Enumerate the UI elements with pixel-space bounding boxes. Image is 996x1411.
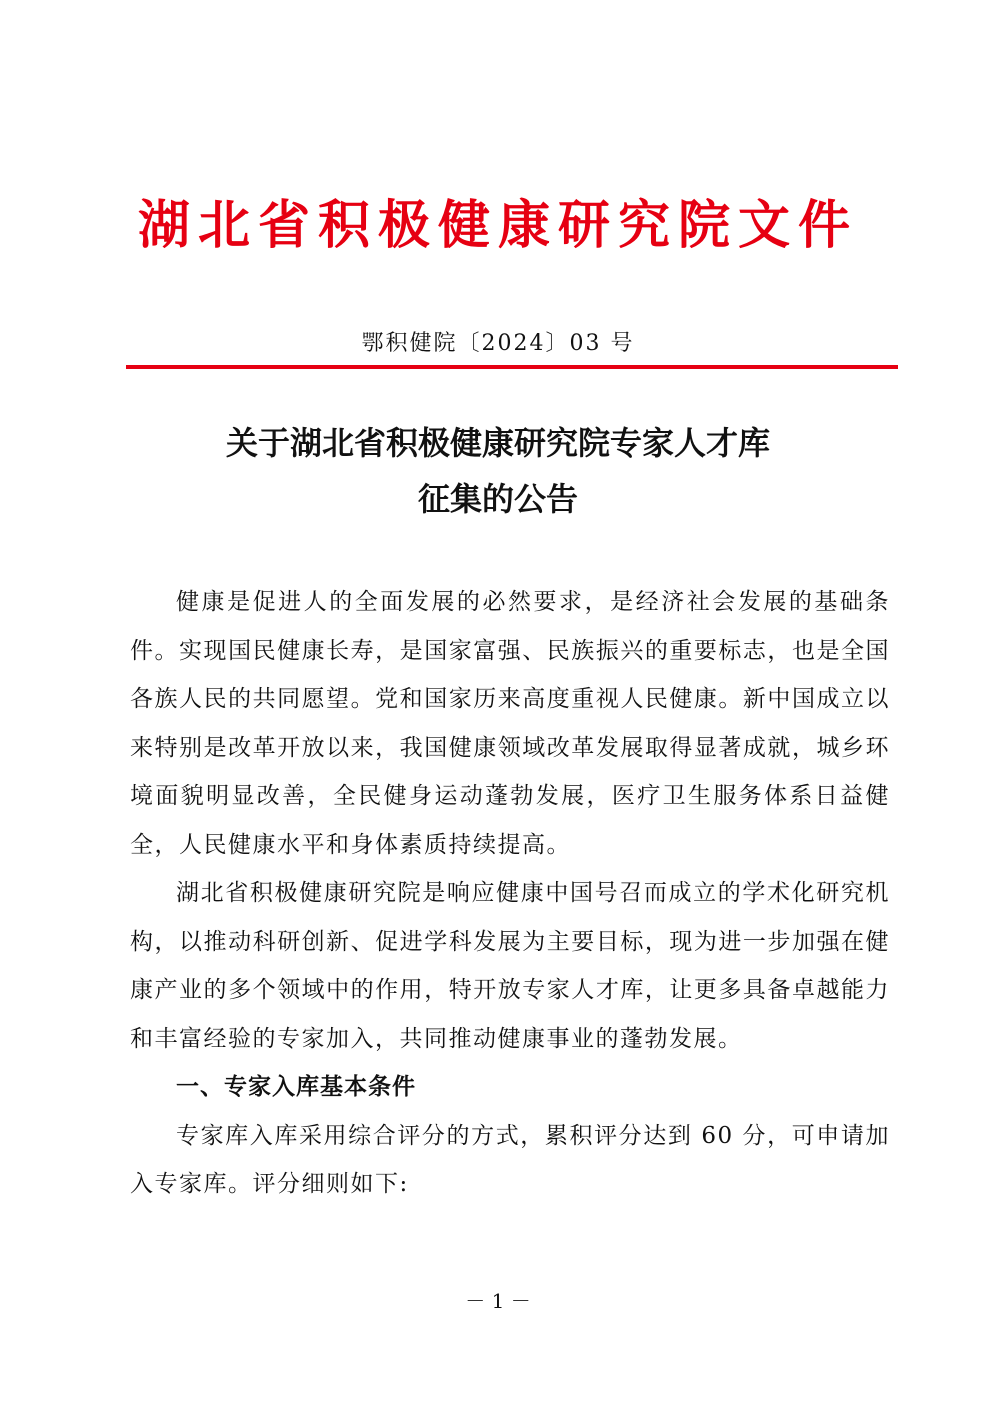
body-paragraph-3: 专家库入库采用综合评分的方式，累积评分达到 60 分，可申请加入专家库。评分细则如下: [130, 1122, 890, 1197]
body-paragraph-2: 湖北省积极健康研究院是响应健康中国号召而成立的学术化研究机构，以推动科研创新、促进学科发展为主要目标，现为进一步加强在健康产业的多个领域中的作用，特开放专家人才库，让更多具备卓越能力和丰富经验的专家加入，共同推动健康事业的蓬勃发展。 [130, 880, 890, 1052]
page-number: － 1 － [465, 1289, 531, 1313]
document-header-title: 湖北省积极健康研究院文件 [137, 196, 858, 256]
body-paragraph-1: 健康是促进人的全面发展的必然要求，是经济社会发展的基础条件。实现国民健康长寿，是国家富强、民族振兴的重要标志，也是全国各族人民的共同愿望。党和国家历来高度重视人民健康。新中国成立以来特别是改革开放以来，我国健康领域改革发展取得显著成就，城乡环境面貌明显改善，全民健身运动蓬勃发展，医疗卫生服务体系日益健全，人民健康水平和身体素质持续提高。 [130, 589, 890, 858]
announcement-title-line2: 征集的公告 [417, 480, 578, 518]
document-body [130, 578, 890, 1209]
section-heading-1: 一、专家入库基本条件 [176, 1074, 416, 1100]
document-number: 鄂积健院〔2024〕03 号 [361, 331, 635, 356]
red-divider-line [126, 365, 898, 369]
announcement-title-line1: 关于湖北省积极健康研究院专家人才库 [225, 424, 770, 462]
